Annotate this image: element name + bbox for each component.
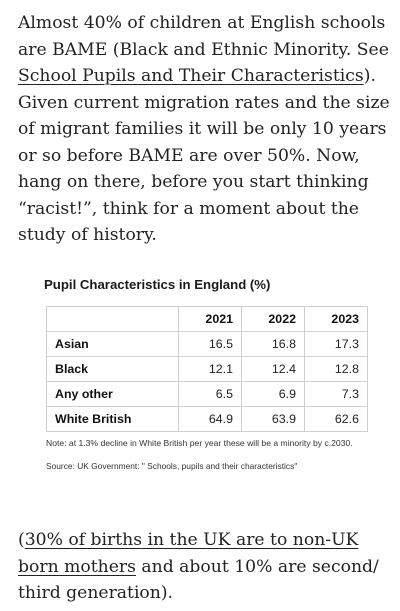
intro-text-end: ). Given current migration rates and the size of migrant families it will be only 10 years or so before BAME are over 50%. Now, hang on there, before you start thinking “racist!”, think for a moment about the study of history. bbox=[18, 66, 390, 245]
table-cell: 6.5 bbox=[179, 382, 242, 407]
figure-note: Note: at 1.3% decline in White British per year these will be a minority by c.2030. bbox=[46, 438, 353, 448]
table-row-white-british bbox=[47, 407, 368, 432]
pupil-characteristics-figure bbox=[36, 277, 376, 471]
table-cell: 16.5 bbox=[179, 332, 242, 357]
table-cell: 64.9 bbox=[179, 407, 242, 432]
table-row-any-other bbox=[47, 382, 368, 407]
outro-paragraph bbox=[18, 527, 390, 607]
table-cell: 6.9 bbox=[242, 382, 305, 407]
school-pupils-link[interactable]: School Pupils and Their Characteristics bbox=[18, 66, 364, 86]
intro-text-start: Almost 40% of children at English schools are BAME (Black and Ethnic Minority. See bbox=[18, 13, 389, 60]
row-label: Asian bbox=[47, 332, 179, 357]
row-label: Any other bbox=[47, 382, 179, 407]
table-header-row bbox=[47, 307, 368, 332]
births-statistics-link[interactable]: 30% of births in the UK are to non-UK born mothers bbox=[18, 530, 359, 577]
figure-title: Pupil Characteristics in England (%) bbox=[44, 277, 271, 292]
table-row-asian bbox=[47, 332, 368, 357]
table-cell: 17.3 bbox=[304, 332, 367, 357]
outro-open-paren: ( bbox=[18, 530, 25, 550]
figure-source: Source: UK Government: " Schools, pupils and their characteristics" bbox=[46, 461, 298, 471]
row-label: White British bbox=[47, 407, 179, 432]
table-cell: 16.8 bbox=[242, 332, 305, 357]
intro-paragraph bbox=[18, 10, 390, 249]
table-cell: 12.1 bbox=[179, 357, 242, 382]
table-row-black bbox=[47, 357, 368, 382]
table-cell: 12.4 bbox=[242, 357, 305, 382]
table-corner-cell bbox=[47, 307, 179, 332]
column-header-2021: 2021 bbox=[179, 307, 242, 332]
pupil-characteristics-table bbox=[46, 306, 368, 432]
column-header-2023: 2023 bbox=[304, 307, 367, 332]
table-cell: 62.6 bbox=[304, 407, 367, 432]
row-label: Black bbox=[47, 357, 179, 382]
outro-text-end: and about 10% are second/ third generation). bbox=[18, 556, 379, 603]
table-cell: 12.8 bbox=[304, 357, 367, 382]
table-cell: 63.9 bbox=[242, 407, 305, 432]
table-cell: 7.3 bbox=[304, 382, 367, 407]
column-header-2022: 2022 bbox=[242, 307, 305, 332]
